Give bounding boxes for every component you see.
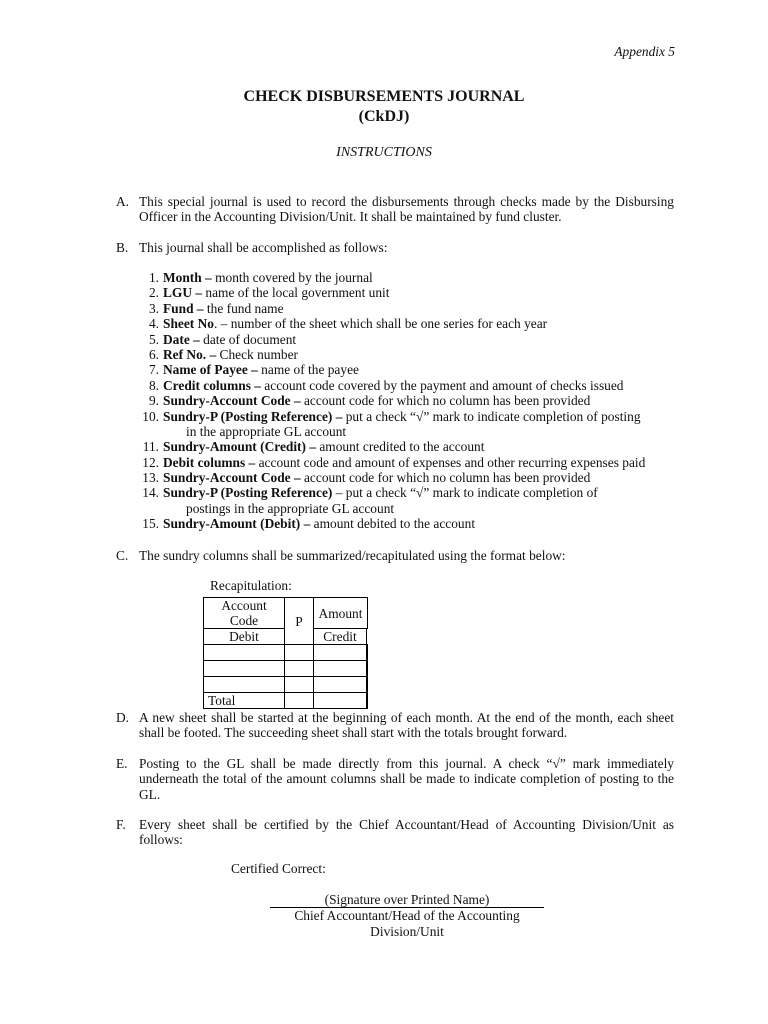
list-item: 15. Sundry-Amount (Debit) – amount debited to the account [142,516,476,532]
section-d [116,710,674,741]
recapitulation-table [203,597,368,709]
signature-block [270,892,544,939]
list-item: 14. Sundry-P (Posting Reference) – put a check “√” mark to indicate completion of postings in the appropriate GL account [142,485,598,516]
page-title-abbrev: (CkDJ) [358,108,410,125]
section-e [116,756,674,802]
col-debit: Debit [204,629,285,645]
list-item: 3. Fund – the fund name [148,300,284,316]
list-item: 4. Sheet No. – number of the sheet which shall be one series for each year [148,316,548,332]
section-label: B. [116,240,129,255]
section-c [116,548,674,563]
list-item: 10. Sundry-P (Posting Reference) – put a check “√” mark to indicate completion of posting in the appropriate GL account [142,408,641,439]
list-item: 9. Sundry-Account Code – account code for which no column has been provided [148,393,591,409]
section-label: F. [116,817,126,832]
signatory-position-cont: Division/Unit [370,923,444,939]
signature-line: (Signature over Printed Name) [270,892,544,908]
section-b [116,240,674,255]
section-text: This journal shall be accomplished as follows: [139,240,388,255]
table-row [204,645,368,661]
list-item: 11. Sundry-Amount (Credit) – amount credited to the account [142,439,485,455]
section-text: The sundry columns shall be summarized/recapitulated using the format below: [139,548,566,563]
col-account-code: Account Code [204,598,285,629]
list-item: 5. Date – date of document [148,331,297,347]
section-label: D. [116,710,130,725]
recap-label: Recapitulation: [210,578,292,593]
section-label: C. [116,548,129,563]
appendix-label: Appendix 5 [614,44,675,59]
col-credit: Credit [314,629,367,645]
list-item: 6. Ref No. – Check number [148,346,298,362]
table-row [204,661,368,677]
page-subtitle: INSTRUCTIONS [336,145,432,160]
list-item: 12. Debit columns – account code and amount of expenses and other recurring expenses paid [142,454,646,470]
table-row-total: Total [204,693,368,709]
section-f [116,817,674,848]
section-text: Every sheet shall be certified by the Chief Accountant/Head of Accounting Division/Unit as follows: [139,817,674,848]
table-row [204,677,368,693]
section-text: Posting to the GL shall be made directly from this journal. A check “√” mark immediately underneath the total of the amount columns shall be made to indicate completion of posting to the GL. [139,756,674,802]
section-text: A new sheet shall be started at the beginning of each month. At the end of the month, each sheet shall be footed. The succeeding sheet shall start with the totals brought forward. [139,710,674,741]
list-item: 1. Month – month covered by the journal [148,270,373,285]
list-item: 7. Name of Payee – name of the payee [148,362,359,378]
certified-correct-label: Certified Correct: [231,861,326,876]
instruction-list [137,270,675,532]
list-item: 13. Sundry-Account Code – account code for which no column has been provided [142,470,591,486]
section-label: E. [116,756,128,771]
section-label: A. [116,194,130,209]
col-posting-ref: P [285,598,314,645]
section-text: This special journal is used to record the disbursements through checks made by the Disbursing Officer in the Accounting Division/Unit. It shall be maintained by fund cluster. [139,194,674,225]
list-item: 2. LGU – name of the local government unit [148,285,390,301]
section-a [116,194,674,225]
list-item: 8. Credit columns – account code covered by the payment and amount of checks issued [148,377,624,393]
page-title: CHECK DISBURSEMENTS JOURNAL [243,88,525,105]
col-amount: Amount [314,598,368,629]
signatory-position: Chief Accountant/Head of the Accounting [294,908,520,924]
